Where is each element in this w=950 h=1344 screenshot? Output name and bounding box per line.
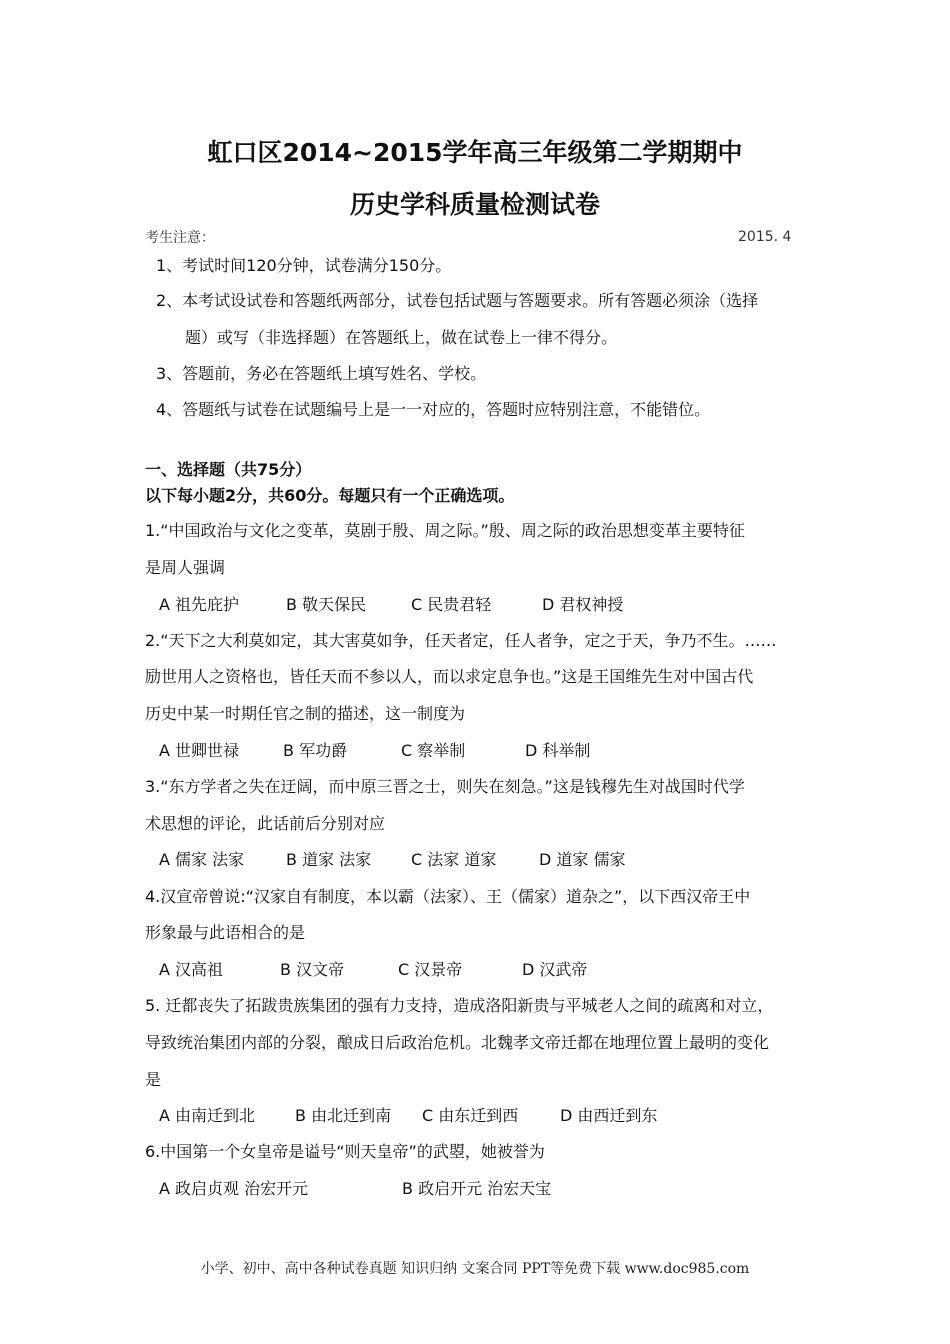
option-b: B 军功爵 [283,741,348,760]
exam-date: 2015. 4 [738,229,792,245]
question-text: 4.汉宣帝曾说:“汉家自有制度，本以霸（法家）、王（儒家）道杂之”，以下西汉帝王中 [145,887,751,906]
section-heading: 一、选择题（共75分） [145,460,312,479]
option-d: D 君权神授 [542,595,624,614]
option-a: A 汉高祖 [159,960,224,979]
question-text: 术思想的评论，此话前后分别对应 [145,814,386,833]
option-a: A 儒家 法家 [159,850,245,869]
question-text: 导致统治集团内部的分裂，酿成日后政治危机。北魏孝文帝迁都在地理位置上最明的变化 [145,1033,770,1052]
question-text: 2.“天下之大利莫如定，其大害莫如争，任天者定，任人者争，定之于天，争乃不生。…… [145,631,777,650]
option-b: B 道家 法家 [286,850,372,869]
question-text: 励世用人之资格也，皆任天而不参以人，而以求定息争也。”这是王国维先生对中国古代 [145,667,754,686]
notice-item: 3、答题前，务必在答题纸上填写姓名、学校。 [156,364,487,383]
option-c: C 法家 道家 [411,850,497,869]
option-c: C 察举制 [401,741,466,760]
notice-item: 1、考试时间120分钟，试卷满分150分。 [156,256,452,275]
option-c: C 汉景帝 [398,960,463,979]
question-text: 1.“中国政治与文化之变革，莫剧于殷、周之际。”殷、周之际的政治思想变革主要特征 [145,521,745,540]
exam-title-line2: 历史学科质量检测试卷 [349,190,600,219]
option-b: B 政启开元 治宏天宝 [402,1179,552,1198]
option-b: B 敬天保民 [286,595,367,614]
question-text: 是 [145,1070,162,1089]
option-d: D 科举制 [525,741,591,760]
option-c: C 由东迁到西 [422,1106,519,1125]
option-a: A 由南迁到北 [159,1106,256,1125]
question-text: 是周人强调 [145,558,226,577]
option-a: A 世卿世禄 [159,741,240,760]
exam-title-line1: 虹口区2014~2015学年高三年级第二学期期中 [207,138,743,167]
notice-item: 2、本考试设试卷和答题纸两部分，试卷包括试题与答题要求。所有答题必须涂（选择 [156,291,759,310]
question-text: 5. 迁都丧失了拓跋贵族集团的强有力支持，造成洛阳新贵与平城老人之间的疏离和对立， [145,996,774,1015]
option-a: A 祖先庇护 [159,595,240,614]
notice-label: 考生注意： [145,230,215,246]
option-b: B 汉文帝 [280,960,345,979]
question-text: 历史中某一时期任官之制的描述，这一制度为 [145,704,466,723]
option-d: D 道家 儒家 [539,850,626,869]
question-text: 形象最与此语相合的是 [145,923,306,942]
option-a: A 政启贞观 治宏开元 [159,1179,309,1198]
option-d: D 由西迁到东 [560,1106,658,1125]
question-text: 3.“东方学者之失在迂阔，而中原三晋之士，则失在刻急。”这是钱穆先生对战国时代学 [145,777,745,796]
option-d: D 汉武帝 [522,960,588,979]
question-text: 6.中国第一个女皇帝是谥号“则天皇帝”的武曌，她被誉为 [145,1142,545,1161]
notice-item: 4、答题纸与试卷在试题编号上是一一对应的，答题时应特别注意，不能错位。 [156,400,711,419]
option-c: C 民贵君轻 [411,595,492,614]
notice-item-continued: 题）或写（非选择题）在答题纸上，做在试卷上一律不得分。 [185,328,618,347]
footer-watermark: 小学、初中、高中各种试卷真题 知识归纳 文案合同 PPT等免费下载 www.doc985.com [200,1261,750,1277]
section-subheading: 以下每小题2分，共60分。每题只有一个正确选项。 [145,486,515,505]
option-b: B 由北迁到南 [295,1106,392,1125]
